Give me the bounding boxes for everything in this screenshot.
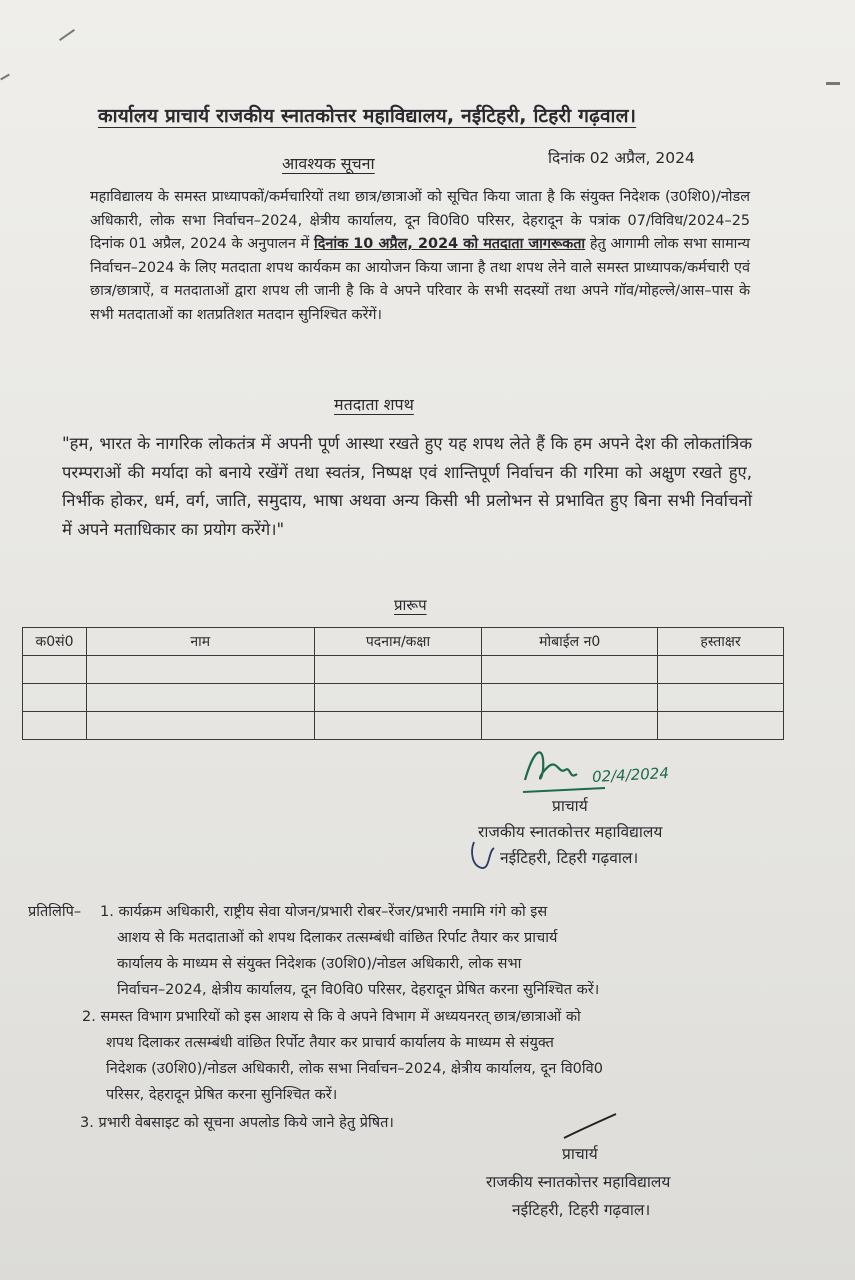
signatory-designation: प्राचार्य (552, 797, 588, 815)
oath-heading: मतदाता शपथ (334, 395, 414, 414)
copy-item-1-line: निर्वाचन–2024, क्षेत्रीय कार्यालय, दून वि0वि0 परिसर, देहरादून प्रेषित करना सुनिश्चित करें। (117, 982, 600, 998)
office-title: कार्यालय प्राचार्य राजकीय स्नातकोत्तर महाविद्यालय, नईटिहरी, टिहरी गढ़वाल। (98, 105, 637, 127)
col-signature: हस्ताक्षर (658, 628, 784, 656)
copy-item-2-line: 2. समस्त विभाग प्रभारियों को इस आशय से कि वे अपने विभाग में अध्ययनरत् छात्र/छात्राओं को (82, 1009, 581, 1025)
copy-item-2-line: शपथ दिलाकर तत्सम्बंधी वांछित रिर्पोट तैयार कर प्राचार्य कार्यालय के माध्यम से संयुक्त (106, 1035, 554, 1051)
table-row (23, 712, 784, 740)
oath-text: "हम, भारत के नागरिक लोकतंत्र में अपनी पूर्ण आस्था रखते हुए यह शपथ लेते हैं कि हम अपने देश की लोकतांत्रिक परम्पराओं की मर्यादा को बनाये रखेंगें तथा स्वतंत्र, निष्पक्ष एवं शान्तिपूर्ण निर्वाचन की गरिमा को अक्षुण रखते हुए, निर्भीक होकर, धर्म, वर्ग, जाति, समुदाय, भाषा अथवा अन्य किसी भी प्रलोभन से प्रभावित हुए बिना सभी निर्वाचनों में अपने मताधिकार का प्रयोग करेंगे।" (62, 434, 752, 539)
notice-date: दिनांक 02 अप्रैल, 2024 (548, 149, 695, 167)
copy-item-1-line: 1. कार्यक्रम अधिकारी, राष्ट्रीय सेवा योजन/प्रभारी रोबर–रेंजर/प्रभारी नमामि गंगे को इस (100, 904, 548, 920)
signatory2-designation: प्राचार्य (562, 1145, 598, 1163)
format-heading: प्रारूप (394, 596, 427, 614)
signatory2-college: राजकीय स्नातकोत्तर महाविद्यालय (486, 1173, 671, 1191)
notice-text-part1: महाविद्यालय के समस्त प्राध्यापकों/कर्मचारियों तथा छात्र/छात्राओं को सूचित किया जाता है कि संयुक्त निदेशक (उ0शि0)/नोडल अधिकारी, लोक सभा निर्वाचन–2024, क्षेत्रीय कार्यालय, दून वि0वि0 परिसर, देहरादून के पत्रांक 07/विविध/2024–25 दिनांक 01 अप्रैल, 2024 के अनुपालन में (90, 189, 750, 252)
signatory2-place: नईटिहरी, टिहरी गढ़वाल। (512, 1201, 651, 1219)
table-row (23, 684, 784, 712)
col-mobile: मोबाईल न0 (482, 628, 658, 656)
signatory-college: राजकीय स्नातकोत्तर महाविद्यालय (478, 823, 663, 841)
copy-item-1-line: आशय से कि मतदाताओं को शपथ दिलाकर तत्सम्बंधी वांछित रिर्पाट तैयार कर प्राचार्य (117, 930, 558, 946)
signatory-place: नईटिहरी, टिहरी गढ़वाल। (500, 849, 639, 867)
col-name: नाम (86, 628, 314, 656)
signature-mark (560, 1112, 620, 1142)
notice-highlight: दिनांक 10 अप्रैल, 2024 को मतदाता जागरूकता (313, 236, 586, 252)
copy-item-2-line: निदेशक (उ0शि0)/नोडल अधिकारी, लोक सभा निर्वाचन–2024, क्षेत्रीय कार्यालय, दून वि0वि0 (106, 1061, 603, 1077)
copy-label: प्रतिलिपि– (28, 904, 82, 920)
signature-date: 02/4/2024 (591, 763, 670, 787)
format-table (22, 627, 784, 740)
table-row (23, 656, 784, 684)
notice-body (90, 186, 750, 327)
notice-heading: आवश्यक सूचना (282, 154, 375, 173)
copy-item-3: 3. प्रभारी वेबसाइट को सूचना अपलोड किये जाने हेतु प्रेषित। (80, 1115, 394, 1131)
copy-item-1-line: कार्यालय के माध्यम से संयुक्त निदेशक (उ0शि0)/नोडल अधिकारी, लोक सभा (117, 956, 522, 972)
table-header-row (23, 628, 784, 656)
col-serial: क0सं0 (23, 628, 87, 656)
copy-item-2-line: परिसर, देहरादून प्रेषित करना सुनिश्चित करें। (106, 1087, 338, 1103)
col-designation: पदनाम/कक्षा (314, 628, 482, 656)
notice-text-part2: हेतु आगामी लोक सभा सामान्य निर्वाचन–2024 के लिए मतदाता शपथ कार्यकम का आयोजन किया जाना है तथा शपथ लेने वाले समस्त प्राध्यापक/कर्मचारी एवं छात्र/छात्राऐं, व मतदाताओं द्वारा शपथ ली जानी है कि वे अपने परिवार के सभी सदस्यों तथा अपने गॉव/मोहल्ले/आस–पास के सभी मतदाताओं का शतप्रतिशत मतदान सुनिश्चित करेंगें। (90, 236, 751, 323)
